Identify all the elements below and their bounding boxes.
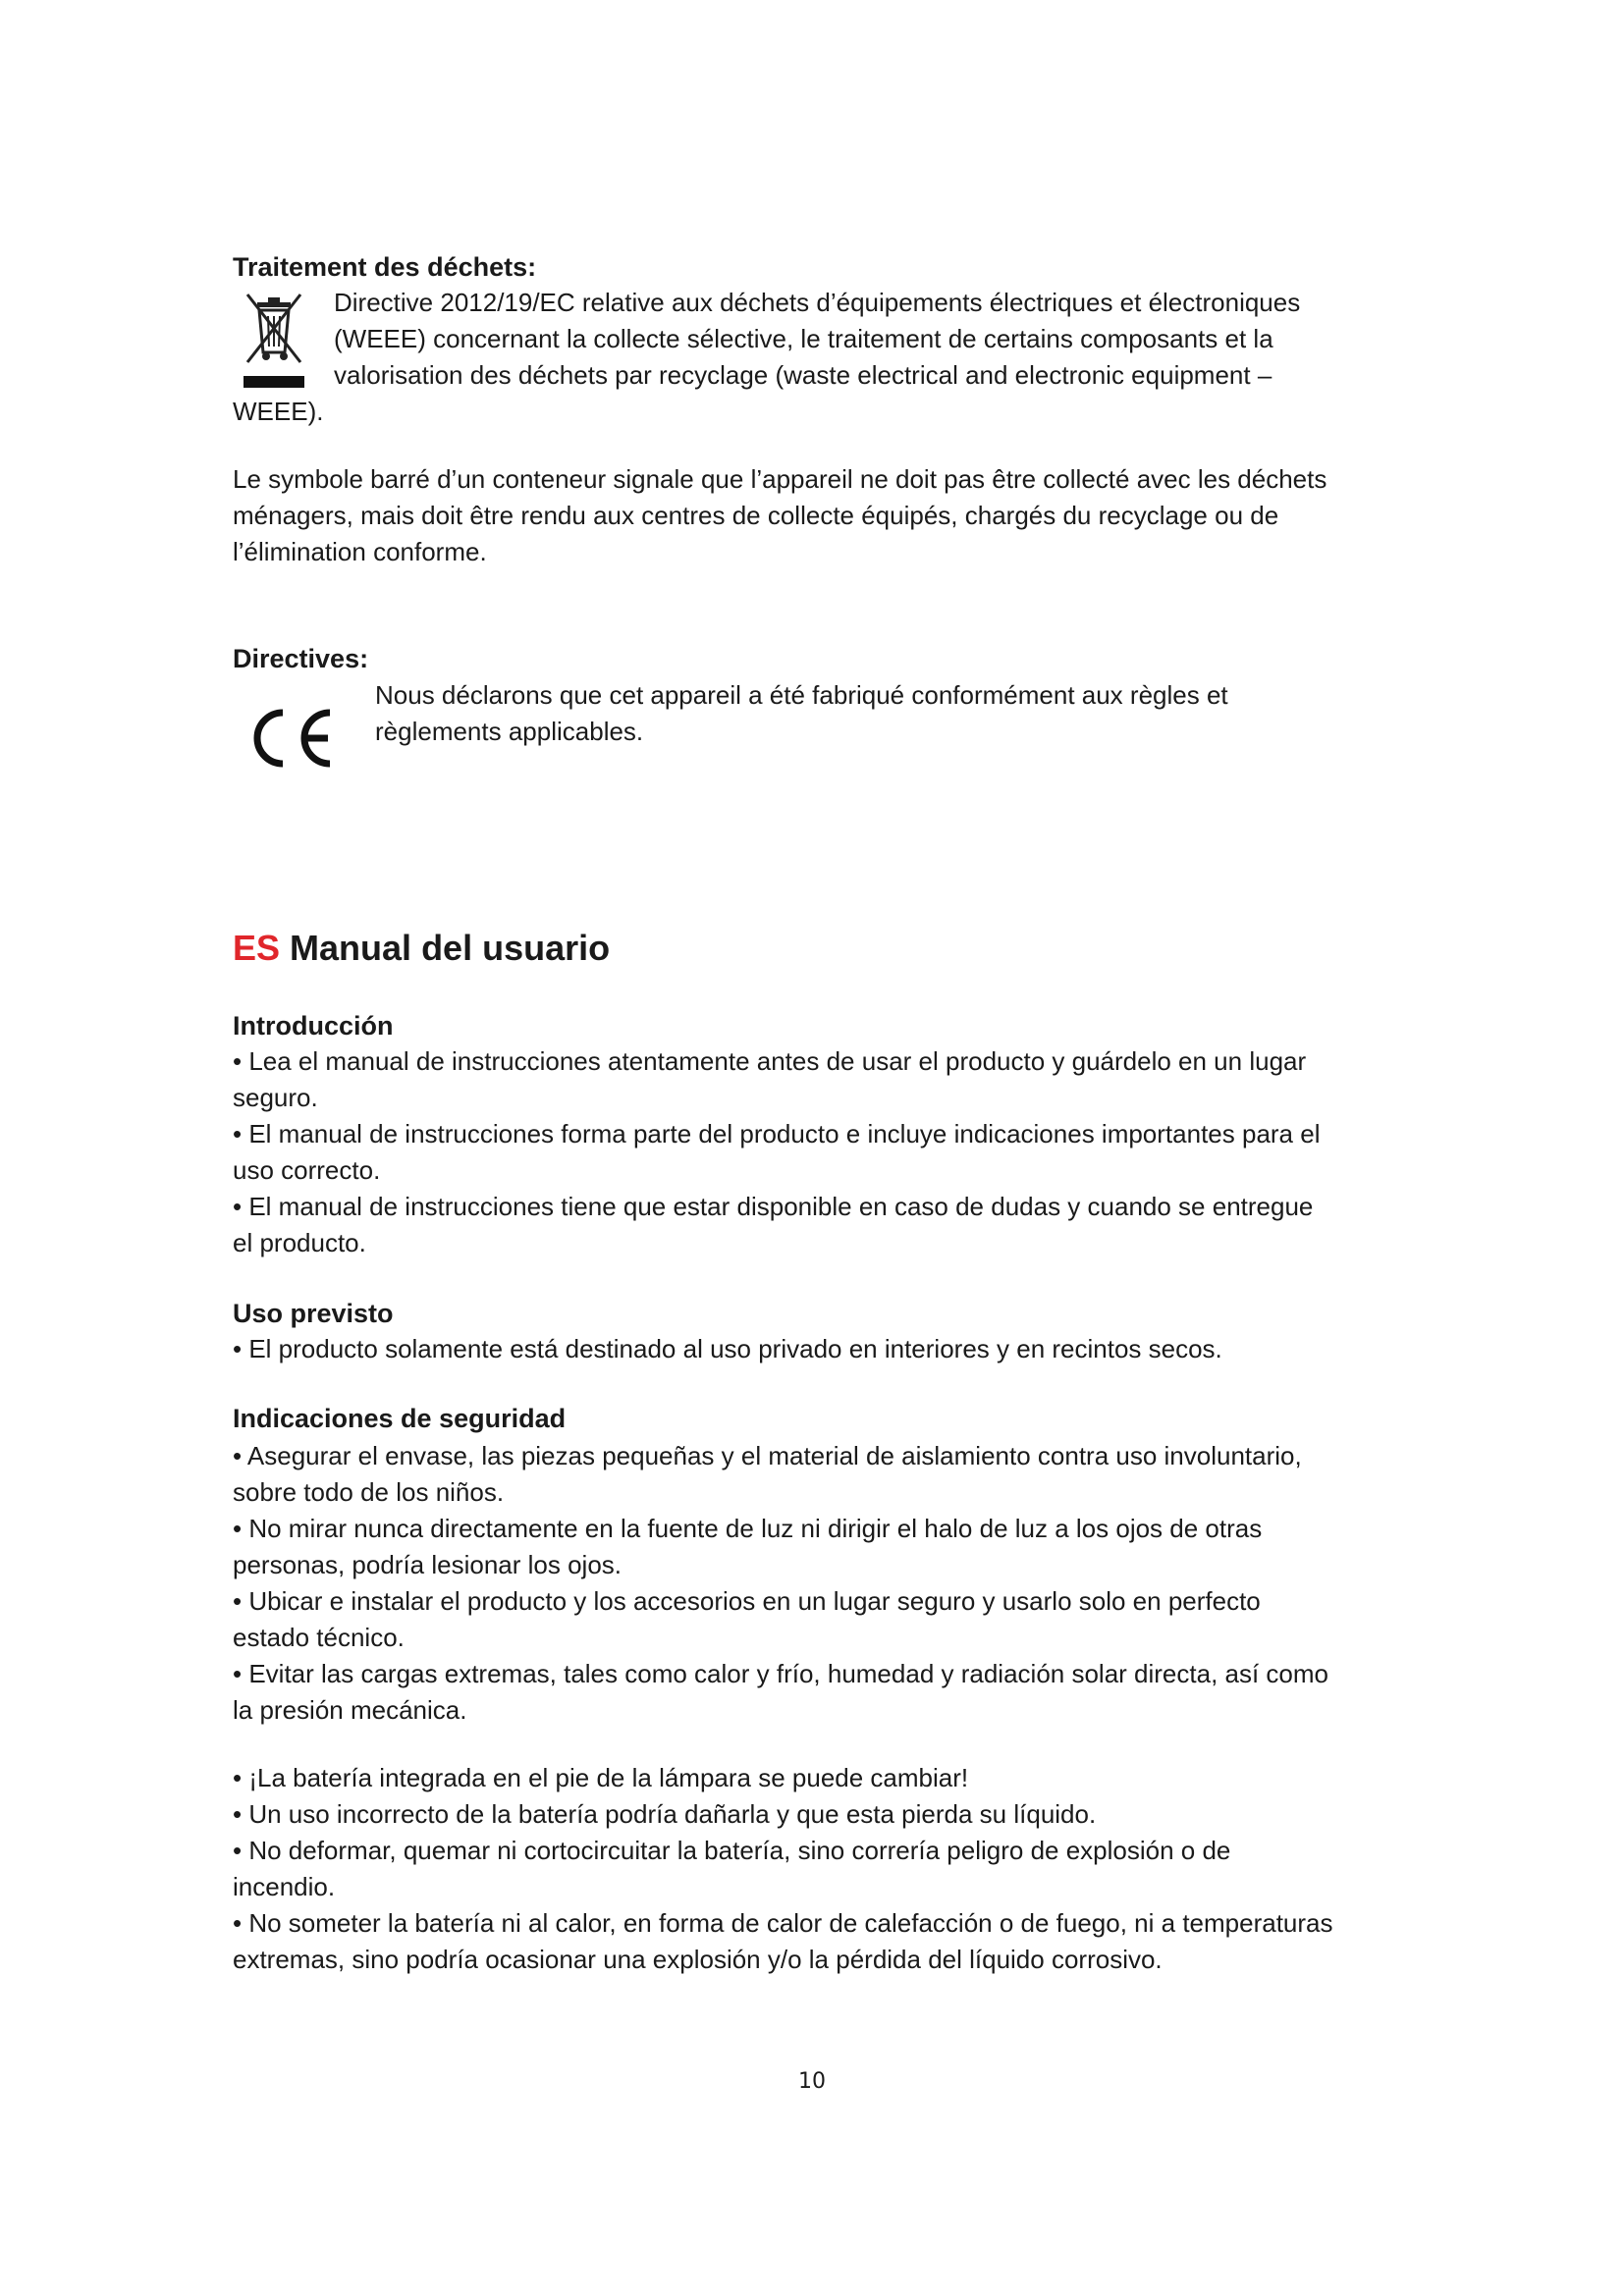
safety-line: • Asegurar el envase, las piezas pequeñas y el material de aislamiento contra uso involuntario, [233,1441,1302,1470]
safety-line: personas, podría lesionar los ojos. [233,1550,623,1579]
ce-mark-icon [247,707,336,770]
symbol-line: l’élimination conforme. [233,537,487,566]
battery-line: • ¡La batería integrada en el pie de la lámpara se puede cambiar! [233,1763,969,1792]
intro-line: • Lea el manual de instrucciones atentamente antes de usar el producto y guárdelo en un lugar [233,1046,1307,1076]
battery-list [233,1760,1411,1978]
intro-line: seguro. [233,1083,318,1112]
safety-list [233,1438,1411,1729]
directives-line: Nous déclarons que cet appareil a été fabriqué conformément aux règles et [375,680,1228,710]
battery-line: • No someter la batería ni al calor, en forma de calor de calefacción o de fuego, ni a temperaturas [233,1908,1333,1938]
intro-line: • El manual de instrucciones forma parte del producto e incluye indicaciones importantes para el [233,1119,1321,1148]
directives-heading: Directives: [233,644,369,673]
safety-line: • Evitar las cargas extremas, tales como calor y frío, humedad y radiación solar directa, así como [233,1659,1329,1688]
use-line: • El producto solamente está destinado al uso privado en interiores y en recintos secos. [233,1334,1222,1363]
safety-line: • No mirar nunca directamente en la fuente de luz ni dirigir el halo de luz a los ojos de otras [233,1514,1263,1543]
symbol-paragraph [233,461,1411,570]
manual-title [233,928,610,969]
intro-heading: Introducción [233,1011,394,1041]
weee-line: Directive 2012/19/EC relative aux déchets d’équipements électriques et électroniques [334,288,1301,317]
weee-bin-icon [240,290,308,393]
weee-line: valorisation des déchets par recyclage (waste electrical and electronic equipment – [334,360,1272,390]
weee-tail: WEEE). [233,397,324,426]
intro-line: • El manual de instrucciones tiene que estar disponible en caso de dudas y cuando se entregue [233,1192,1314,1221]
battery-line: incendio. [233,1872,336,1901]
weee-directive-text [334,285,1414,394]
safety-heading: Indicaciones de seguridad [233,1404,567,1433]
use-list [233,1331,1411,1367]
symbol-line: Le symbole barré d’un conteneur signale que l’appareil ne doit pas être collecté avec les déchets [233,464,1327,494]
waste-heading: Traitement des déchets: [233,252,537,282]
safety-line: la presión mecánica. [233,1695,467,1725]
safety-line: sobre todo de los niños. [233,1477,505,1507]
safety-line: • Ubicar e instalar el producto y los accesorios en un lugar seguro y usarlo solo en perfecto [233,1586,1261,1616]
battery-line: • No deformar, quemar ni cortocircuitar la batería, sino correría peligro de explosión o de [233,1836,1231,1865]
directives-text [375,677,1357,750]
directives-line: règlements applicables. [375,717,644,746]
safety-line: estado técnico. [233,1623,405,1652]
page-number: 10 [798,2069,826,2094]
intro-list [233,1043,1411,1261]
weee-line: (WEEE) concernant la collecte sélective, le traitement de certains composants et la [334,324,1273,353]
battery-line: • Un uso incorrecto de la batería podría dañarla y que esta pierda su líquido. [233,1799,1097,1829]
battery-line: extremas, sino podría ocasionar una explosión y/o la pérdida del líquido corrosivo. [233,1945,1163,1974]
language-code: ES [233,928,281,968]
use-heading: Uso previsto [233,1299,394,1328]
intro-line: uso correcto. [233,1155,381,1185]
intro-line: el producto. [233,1228,366,1257]
manual-title-text: Manual del usuario [290,928,611,968]
symbol-line: ménagers, mais doit être rendu aux centres de collecte équipés, chargés du recyclage ou de [233,501,1279,530]
